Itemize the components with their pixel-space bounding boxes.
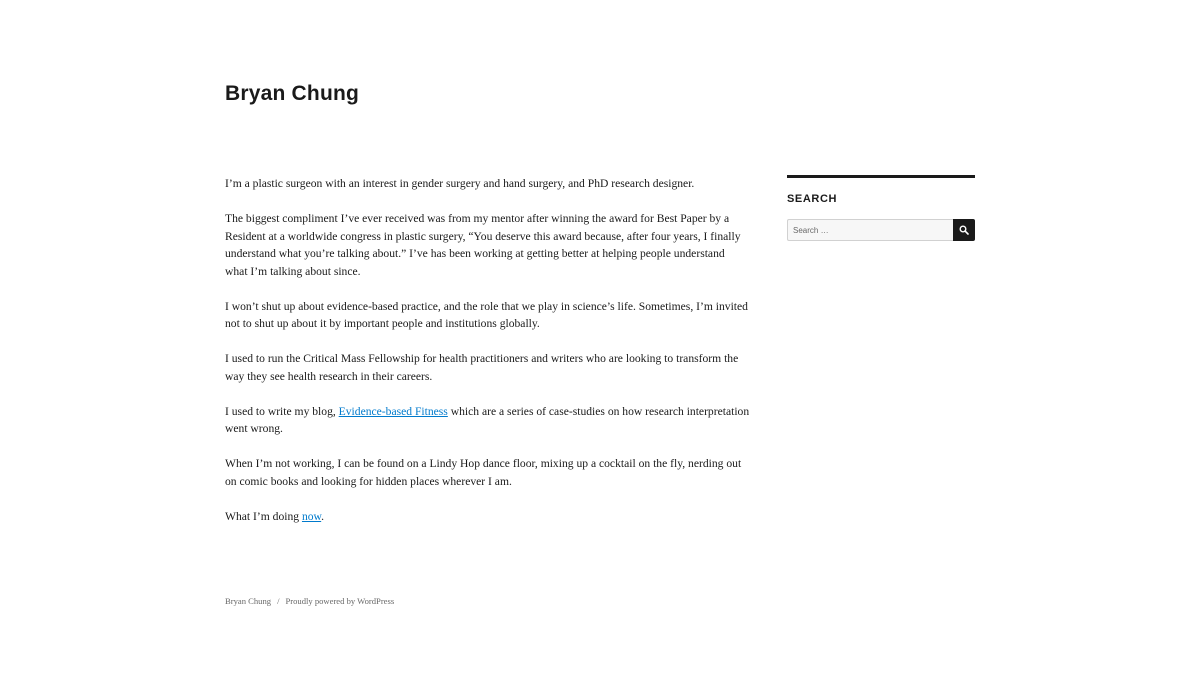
bio-paragraph-4: I used to run the Critical Mass Fellowship for health practitioners and writers who are looking to transform the way they see health research in their careers. <box>225 352 739 383</box>
now-text-before: What I’m doing <box>225 509 302 523</box>
bio-paragraph-5 <box>225 403 750 438</box>
page-content <box>225 175 750 543</box>
footer-powered-by[interactable]: Proudly powered by WordPress <box>285 596 395 606</box>
blog-text-before: I used to write my blog, <box>225 404 339 418</box>
now-link[interactable]: now <box>301 509 322 523</box>
footer-separator: / <box>277 596 280 606</box>
widget-title: SEARCH <box>787 193 838 205</box>
blog-text-after: which are a series of case-studies on how research interpretation went wrong. <box>225 404 750 435</box>
bio-paragraph-7 <box>225 508 750 526</box>
site-title[interactable]: Bryan Chung <box>225 82 360 105</box>
blog-link[interactable]: Evidence-based Fitness <box>338 404 448 418</box>
search-form <box>787 219 975 241</box>
site-footer <box>225 595 394 607</box>
now-text-after: . <box>321 509 325 523</box>
search-icon <box>959 225 969 235</box>
bio-paragraph-6: When I’m not working, I can be found on a Lindy Hop dance floor, mixing up a cocktail on the fly, nerding out on comic books and looking for hidden places wherever I am. <box>225 457 742 488</box>
search-input[interactable] <box>787 219 953 241</box>
bio-paragraph-3: I won’t shut up about evidence-based practice, and the role that we play in science’s life. Sometimes, I’m invited not to shut up about it by important people and institutions globally. <box>225 299 748 330</box>
bio-paragraph-1: I’m a plastic surgeon with an interest in gender surgery and hand surgery, and PhD research designer. <box>225 177 695 190</box>
search-button[interactable] <box>953 219 975 241</box>
bio-paragraph-2: The biggest compliment I’ve ever received was from my mentor after winning the award for Best Paper by a Resident at a worldwide congress in plastic surgery, “You deserve this award because, after four years, I finally understand what you’re talking about.” I’ve has been working at getting better at helping people understand what I’m talking about since. <box>225 212 741 278</box>
search-widget <box>787 175 975 241</box>
footer-site-name[interactable]: Bryan Chung <box>225 596 272 606</box>
